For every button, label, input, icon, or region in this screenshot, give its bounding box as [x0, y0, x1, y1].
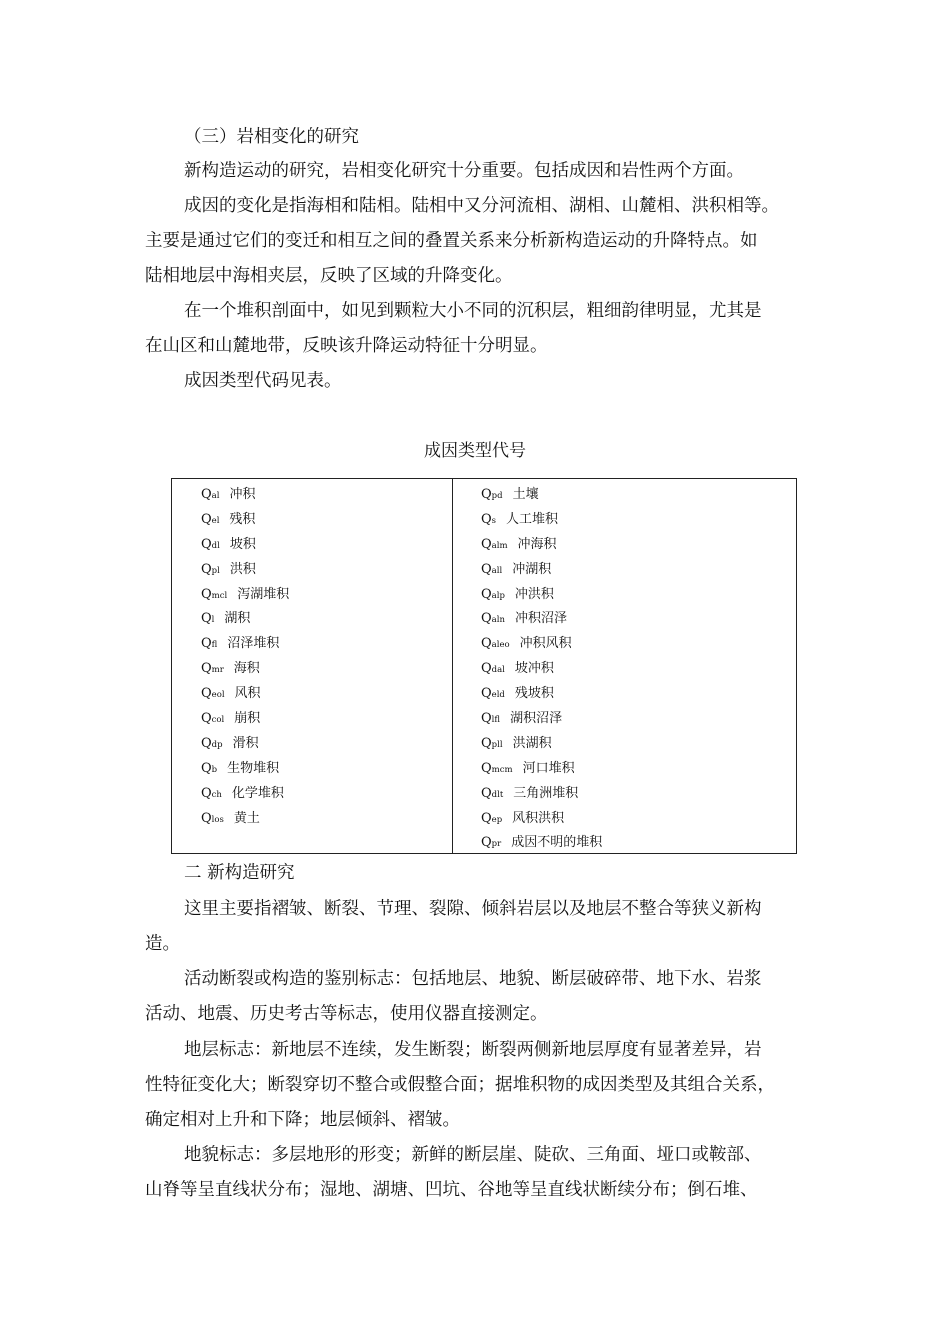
code-letter: Q	[481, 536, 492, 552]
code-letter: Q	[481, 611, 492, 627]
code-letter: Q	[201, 487, 212, 502]
genetic-code	[201, 610, 214, 629]
code-subscript: dal	[491, 665, 505, 676]
genetic-type-name: 海积	[233, 661, 260, 677]
code-subscript: l	[211, 615, 215, 626]
table-caption: 成因类型代号	[424, 441, 526, 461]
genetic-type-name: 残坡积	[514, 686, 554, 702]
genetic-type-name: 坡冲积	[514, 661, 554, 677]
code-letter: Q	[481, 785, 492, 801]
table-row	[481, 710, 602, 735]
genetic-code	[481, 785, 503, 804]
code-subscript: ch	[211, 789, 222, 800]
table-row	[201, 610, 289, 635]
code-subscript: aln	[491, 615, 505, 626]
genetic-code	[201, 561, 220, 580]
code-subscript: pll	[491, 739, 503, 750]
table-right-column	[481, 486, 602, 859]
table-row	[481, 561, 602, 586]
section-title: （三）岩相变化的研究	[184, 127, 359, 147]
code-subscript: dp	[211, 739, 223, 750]
paragraph-line: 性特征变化大；断裂穿切不整合或假整合面；据堆积物的成因类型及其组合关系，	[145, 1075, 775, 1095]
table-row	[201, 710, 289, 735]
code-subscript: pl	[211, 565, 220, 576]
genetic-type-name: 冲湖积	[512, 561, 552, 577]
paragraph-line: 山脊等呈直线状分布；湿地、湖塘、凹坑、谷地等呈直线状断续分布；倒石堆、	[145, 1180, 758, 1200]
table-row	[481, 834, 602, 859]
genetic-type-name: 湖积沼泽	[510, 711, 563, 727]
code-subscript: los	[211, 814, 224, 825]
code-subscript: eol	[211, 690, 225, 701]
code-letter: Q	[201, 561, 212, 577]
code-letter: Q	[481, 686, 492, 702]
genetic-type-name: 三角洲堆积	[513, 785, 579, 801]
table-row	[201, 785, 289, 810]
code-letter: Q	[481, 835, 492, 851]
genetic-type-name: 生物堆积	[227, 760, 280, 776]
table-row	[201, 486, 289, 511]
code-letter: Q	[481, 810, 492, 826]
table-row	[201, 635, 289, 660]
paragraph-line: 主要是通过它们的变迁和相互之间的叠置关系来分析新构造运动的升降特点。如	[145, 231, 758, 251]
genetic-type-name: 冲积沼泽	[514, 611, 567, 627]
genetic-code	[481, 561, 502, 580]
genetic-code	[481, 610, 505, 629]
genetic-type-name: 冲洪积	[514, 586, 554, 602]
table-row	[481, 610, 602, 635]
paragraph-line: 新构造运动的研究，岩相变化研究十分重要。包括成因和岩性两个方面。	[184, 161, 744, 181]
paragraph-line: 活动、地震、历史考古等标志，使用仪器直接测定。	[145, 1004, 548, 1024]
genetic-type-name: 泻湖堆积	[237, 586, 290, 602]
table-row	[481, 785, 602, 810]
code-letter: Q	[201, 760, 212, 776]
table-row	[201, 586, 289, 611]
table-column-divider	[452, 479, 453, 853]
genetic-code	[481, 710, 500, 729]
code-subscript: alm	[491, 540, 508, 551]
code-subscript: all	[491, 565, 503, 576]
genetic-type-name: 滑积	[232, 735, 259, 751]
table-row	[481, 735, 602, 760]
genetic-type-name: 风积	[234, 686, 261, 702]
genetic-code	[201, 660, 224, 679]
genetic-type-name: 洪积	[229, 561, 256, 577]
code-subscript: col	[211, 715, 225, 726]
table-row	[481, 486, 602, 511]
table-row	[481, 586, 602, 611]
genetic-code	[481, 486, 503, 505]
genetic-code	[481, 660, 505, 679]
genetic-type-name: 洪湖积	[512, 735, 552, 751]
genetic-type-name: 湖积	[224, 611, 251, 627]
code-subscript: dl	[211, 540, 220, 551]
genetic-type-name: 冲海积	[517, 536, 557, 552]
genetic-code	[481, 760, 513, 779]
paragraph-line: 这里主要指褶皱、断裂、节理、裂隙、倾斜岩层以及地层不整合等狭义新构	[184, 899, 762, 919]
genetic-code	[201, 536, 220, 555]
code-subscript: b	[211, 764, 218, 775]
code-letter: Q	[201, 711, 212, 727]
code-letter: Q	[201, 686, 212, 702]
genetic-code	[201, 710, 224, 729]
table-row	[201, 660, 289, 685]
genetic-code	[201, 635, 217, 654]
genetic-code	[481, 834, 501, 853]
code-subscript: dlt	[491, 789, 504, 800]
genetic-type-name: 沼泽堆积	[227, 636, 280, 652]
code-letter: Q	[481, 735, 492, 751]
code-letter: Q	[481, 511, 492, 527]
genetic-code	[481, 511, 496, 530]
code-subscript: mcm	[491, 764, 513, 775]
genetic-type-name: 残积	[229, 511, 256, 527]
code-letter: Q	[481, 586, 492, 602]
genetic-code	[481, 685, 505, 704]
genetic-code	[201, 511, 219, 530]
paragraph-line: 成因类型代码见表。	[184, 371, 342, 391]
code-letter: Q	[481, 661, 492, 677]
paragraph-line: 造。	[145, 934, 180, 954]
genetic-code	[201, 760, 217, 779]
genetic-type-name: 风积洪积	[512, 810, 565, 826]
genetic-code	[481, 635, 510, 654]
genetic-code	[201, 785, 222, 804]
code-letter: Q	[481, 561, 492, 577]
table-row	[481, 635, 602, 660]
table-row	[481, 536, 602, 561]
table-row	[201, 561, 289, 586]
genetic-code	[201, 486, 219, 505]
section2-title: 二 新构造研究	[184, 863, 295, 883]
code-letter: Q	[201, 785, 212, 801]
table-row	[481, 760, 602, 785]
genetic-type-name: 黄土	[233, 810, 260, 826]
code-subscript: pd	[491, 491, 503, 501]
code-letter: Q	[481, 760, 492, 776]
table-row	[201, 760, 289, 785]
paragraph-line: 在一个堆积剖面中，如见到颗粒大小不同的沉积层，粗细韵律明显，尤其是	[184, 301, 762, 321]
table-row	[481, 810, 602, 835]
code-subscript: mcl	[211, 590, 228, 601]
genetic-code	[481, 586, 505, 605]
code-subscript: aleo	[491, 640, 510, 651]
code-letter: Q	[201, 586, 212, 602]
genetic-type-name: 化学堆积	[231, 785, 284, 801]
code-letter: Q	[201, 536, 212, 552]
genetic-type-name: 冲积	[229, 487, 256, 502]
genetic-type-name: 河口堆积	[522, 760, 575, 776]
code-letter: Q	[481, 487, 492, 502]
paragraph-line: 确定相对上升和下降；地层倾斜、褶皱。	[145, 1110, 460, 1130]
table-row	[201, 685, 289, 710]
paragraph-line: 活动断裂或构造的鉴别标志：包括地层、地貌、断层破碎带、地下水、岩浆	[184, 969, 762, 989]
table-row	[481, 660, 602, 685]
table-left-column	[201, 486, 289, 834]
code-letter: Q	[481, 636, 492, 652]
table-row	[481, 511, 602, 536]
code-letter: Q	[481, 711, 492, 727]
code-letter: Q	[201, 735, 212, 751]
code-subscript: alp	[491, 590, 505, 601]
table-row	[201, 511, 289, 536]
genetic-code	[201, 685, 225, 704]
table-row	[201, 735, 289, 760]
genetic-code	[481, 735, 503, 754]
code-letter: Q	[201, 636, 212, 652]
genetic-type-name: 崩积	[234, 711, 261, 727]
genetic-code	[201, 586, 227, 605]
paragraph-line: 在山区和山麓地带，反映该升降运动特征十分明显。	[145, 336, 548, 356]
genetic-code	[481, 810, 502, 829]
genetic-type-code-table	[171, 478, 797, 854]
code-subscript: al	[211, 491, 220, 501]
code-subscript: lfl	[491, 715, 501, 726]
genetic-type-name: 土壤	[512, 487, 539, 502]
code-subscript: fl	[211, 640, 218, 651]
code-letter: Q	[201, 661, 212, 677]
code-subscript: s	[491, 515, 497, 526]
table-row	[201, 810, 289, 835]
table-row	[481, 685, 602, 710]
code-subscript: el	[211, 515, 220, 526]
genetic-code	[201, 810, 224, 829]
code-letter: Q	[201, 810, 212, 826]
genetic-type-name: 坡积	[229, 536, 256, 552]
genetic-type-name: 人工堆积	[506, 511, 559, 527]
code-subscript: mr	[211, 665, 224, 676]
code-subscript: pr	[491, 839, 502, 850]
code-letter: Q	[201, 611, 212, 627]
paragraph-line: 地貌标志：多层地形的形变；新鲜的断层崖、陡砍、三角面、垭口或鞍部、	[184, 1145, 762, 1165]
paragraph-line: 成因的变化是指海相和陆相。陆相中又分河流相、湖相、山麓相、洪积相等。	[184, 196, 779, 216]
code-subscript: ep	[491, 814, 503, 825]
genetic-code	[481, 536, 508, 555]
paragraph-line: 地层标志：新地层不连续，发生断裂；断裂两侧新地层厚度有显著差异，岩	[184, 1040, 762, 1060]
paragraph-line: 陆相地层中海相夹层，反映了区域的升降变化。	[145, 266, 513, 286]
genetic-type-name: 冲积风积	[519, 636, 572, 652]
genetic-code	[201, 735, 223, 754]
code-letter: Q	[201, 511, 212, 527]
code-subscript: eld	[491, 690, 505, 701]
genetic-type-name: 成因不明的堆积	[511, 835, 603, 851]
table-row	[201, 536, 289, 561]
